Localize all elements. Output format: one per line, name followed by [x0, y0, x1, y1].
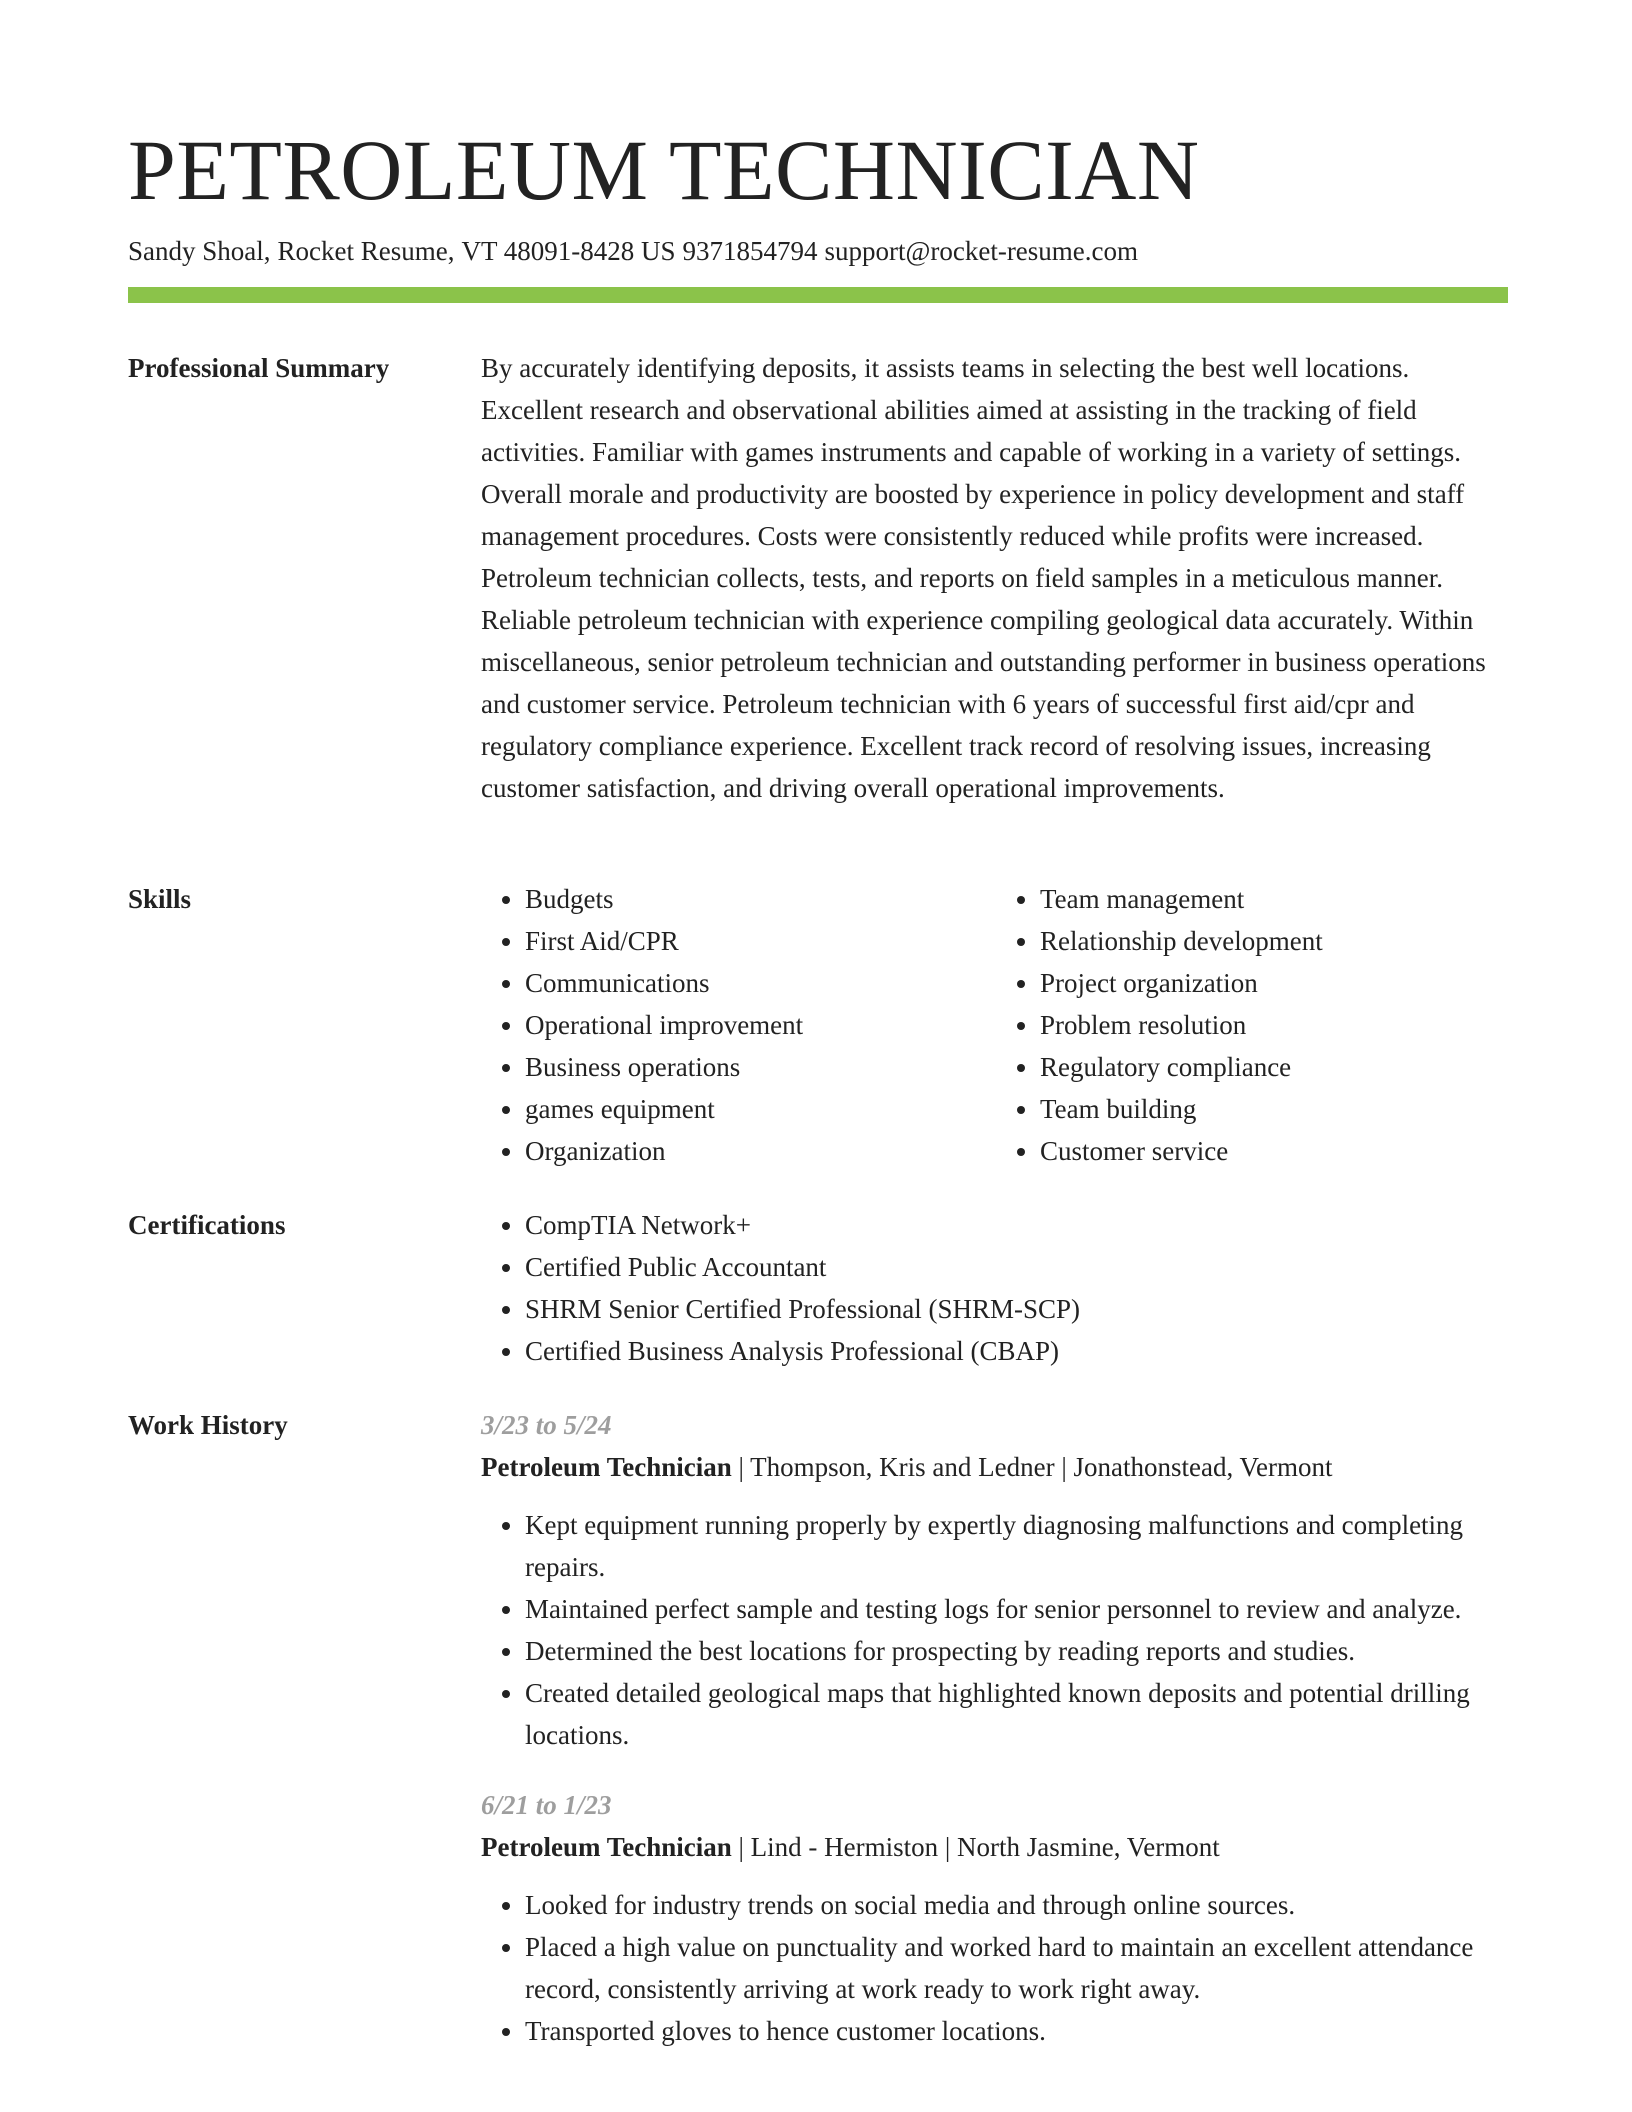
job-bullet: • Maintained perfect sample and testing logs for senior personnel to review and analyze. [525, 1588, 1511, 1630]
skill-item: • Team building [1040, 1088, 1511, 1130]
work-history-body [481, 1404, 1511, 2052]
job-title: Petroleum Technician [481, 1452, 732, 1482]
contact-email: support@rocket-resume.com [824, 236, 1139, 266]
job-bullet: • Placed a high value on punctuality and worked hard to maintain an excellent attendance record, consistently arriving at work ready to work right away. [525, 1926, 1511, 2010]
certification-item: • Certified Public Accountant [525, 1246, 1511, 1288]
skill-item: • Budgets [525, 878, 996, 920]
job-entry [481, 1784, 1511, 2052]
summary-text: By accurately identifying deposits, it assists teams in selecting the best well locations. Excellent research and observational abilities aimed at assisting in the tracking of field activities. Familiar with games instruments and capable of working in a variety of settings. Overall morale and productivity are boosted by experience in policy development and staff management procedures. Costs were consistently reduced while profits were increased. Petroleum technician collects, tests, and reports on field samples in a meticulous manner. Reliable petroleum technician with experience compiling geological data accurately. Within miscellaneous, senior petroleum technician and outstanding performer in business operations and customer service. Petroleum technician with 6 years of successful first aid/cpr and regulatory compliance experience. Excellent track record of resolving issues, increasing customer satisfaction, and driving overall operational improvements. [481, 353, 1486, 803]
skills-columns [481, 878, 1511, 1172]
contact-name: Sandy Shoal, [128, 236, 271, 266]
skill-item: • First Aid/CPR [525, 920, 996, 962]
certifications-list [481, 1204, 1511, 1372]
job-bullet: • Kept equipment running properly by expertly diagnosing malfunctions and completing repairs. [525, 1504, 1511, 1588]
resume-header [128, 118, 1508, 303]
job-title: Petroleum Technician [481, 1832, 732, 1862]
skill-item: • Organization [525, 1130, 996, 1172]
certification-item: • SHRM Senior Certified Professional (SHRM-SCP) [525, 1288, 1511, 1330]
skills-list-right [996, 878, 1511, 1172]
job-heading [481, 1826, 1511, 1868]
summary-label: Professional Summary [128, 353, 390, 383]
skill-item: • games equipment [525, 1088, 996, 1130]
job-dates: 3/23 to 5/24 [481, 1410, 612, 1440]
contact-line [128, 232, 1508, 270]
job-entry [481, 1404, 1511, 1756]
skill-item: • Operational improvement [525, 1004, 996, 1046]
job-heading [481, 1446, 1511, 1488]
job-dates: 6/21 to 1/23 [481, 1790, 612, 1820]
job-bullet: • Determined the best locations for prospecting by reading reports and studies. [525, 1630, 1511, 1672]
job-details: | Lind - Hermiston | North Jasmine, Vermont [731, 1832, 1220, 1862]
certifications-label: Certifications [128, 1210, 286, 1240]
contact-phone: 9371854794 [682, 236, 818, 266]
certifications-body [481, 1204, 1511, 1372]
skill-item: • Team management [1040, 878, 1511, 920]
job-bullet: • Created detailed geological maps that highlighted known deposits and potential drilling locations. [525, 1672, 1511, 1756]
certification-item: • Certified Business Analysis Professional (CBAP) [525, 1330, 1511, 1372]
skills-label: Skills [128, 884, 192, 914]
skill-item: • Regulatory compliance [1040, 1046, 1511, 1088]
job-bullet: • Looked for industry trends on social media and through online sources. [525, 1884, 1511, 1926]
job-details: | Thompson, Kris and Ledner | Jonathonstead, Vermont [731, 1452, 1333, 1482]
skill-item: • Problem resolution [1040, 1004, 1511, 1046]
contact-company: Rocket Resume, [277, 236, 455, 266]
contact-address: VT 48091-8428 US [461, 236, 676, 266]
skill-item: • Project organization [1040, 962, 1511, 1004]
certification-item: • CompTIA Network+ [525, 1204, 1511, 1246]
job-bullet: • Transported gloves to hence customer locations. [525, 2010, 1511, 2052]
skill-item: • Communications [525, 962, 996, 1004]
skill-item: • Relationship development [1040, 920, 1511, 962]
resume-title: PETROLEUM TECHNICIAN [128, 122, 1200, 218]
skill-item: • Customer service [1040, 1130, 1511, 1172]
job-bullets [481, 1884, 1511, 2052]
header-divider [128, 287, 1508, 303]
skills-list-left [481, 878, 996, 1172]
work-history-label: Work History [128, 1410, 288, 1440]
job-bullets [481, 1504, 1511, 1756]
skill-item: • Business operations [525, 1046, 996, 1088]
